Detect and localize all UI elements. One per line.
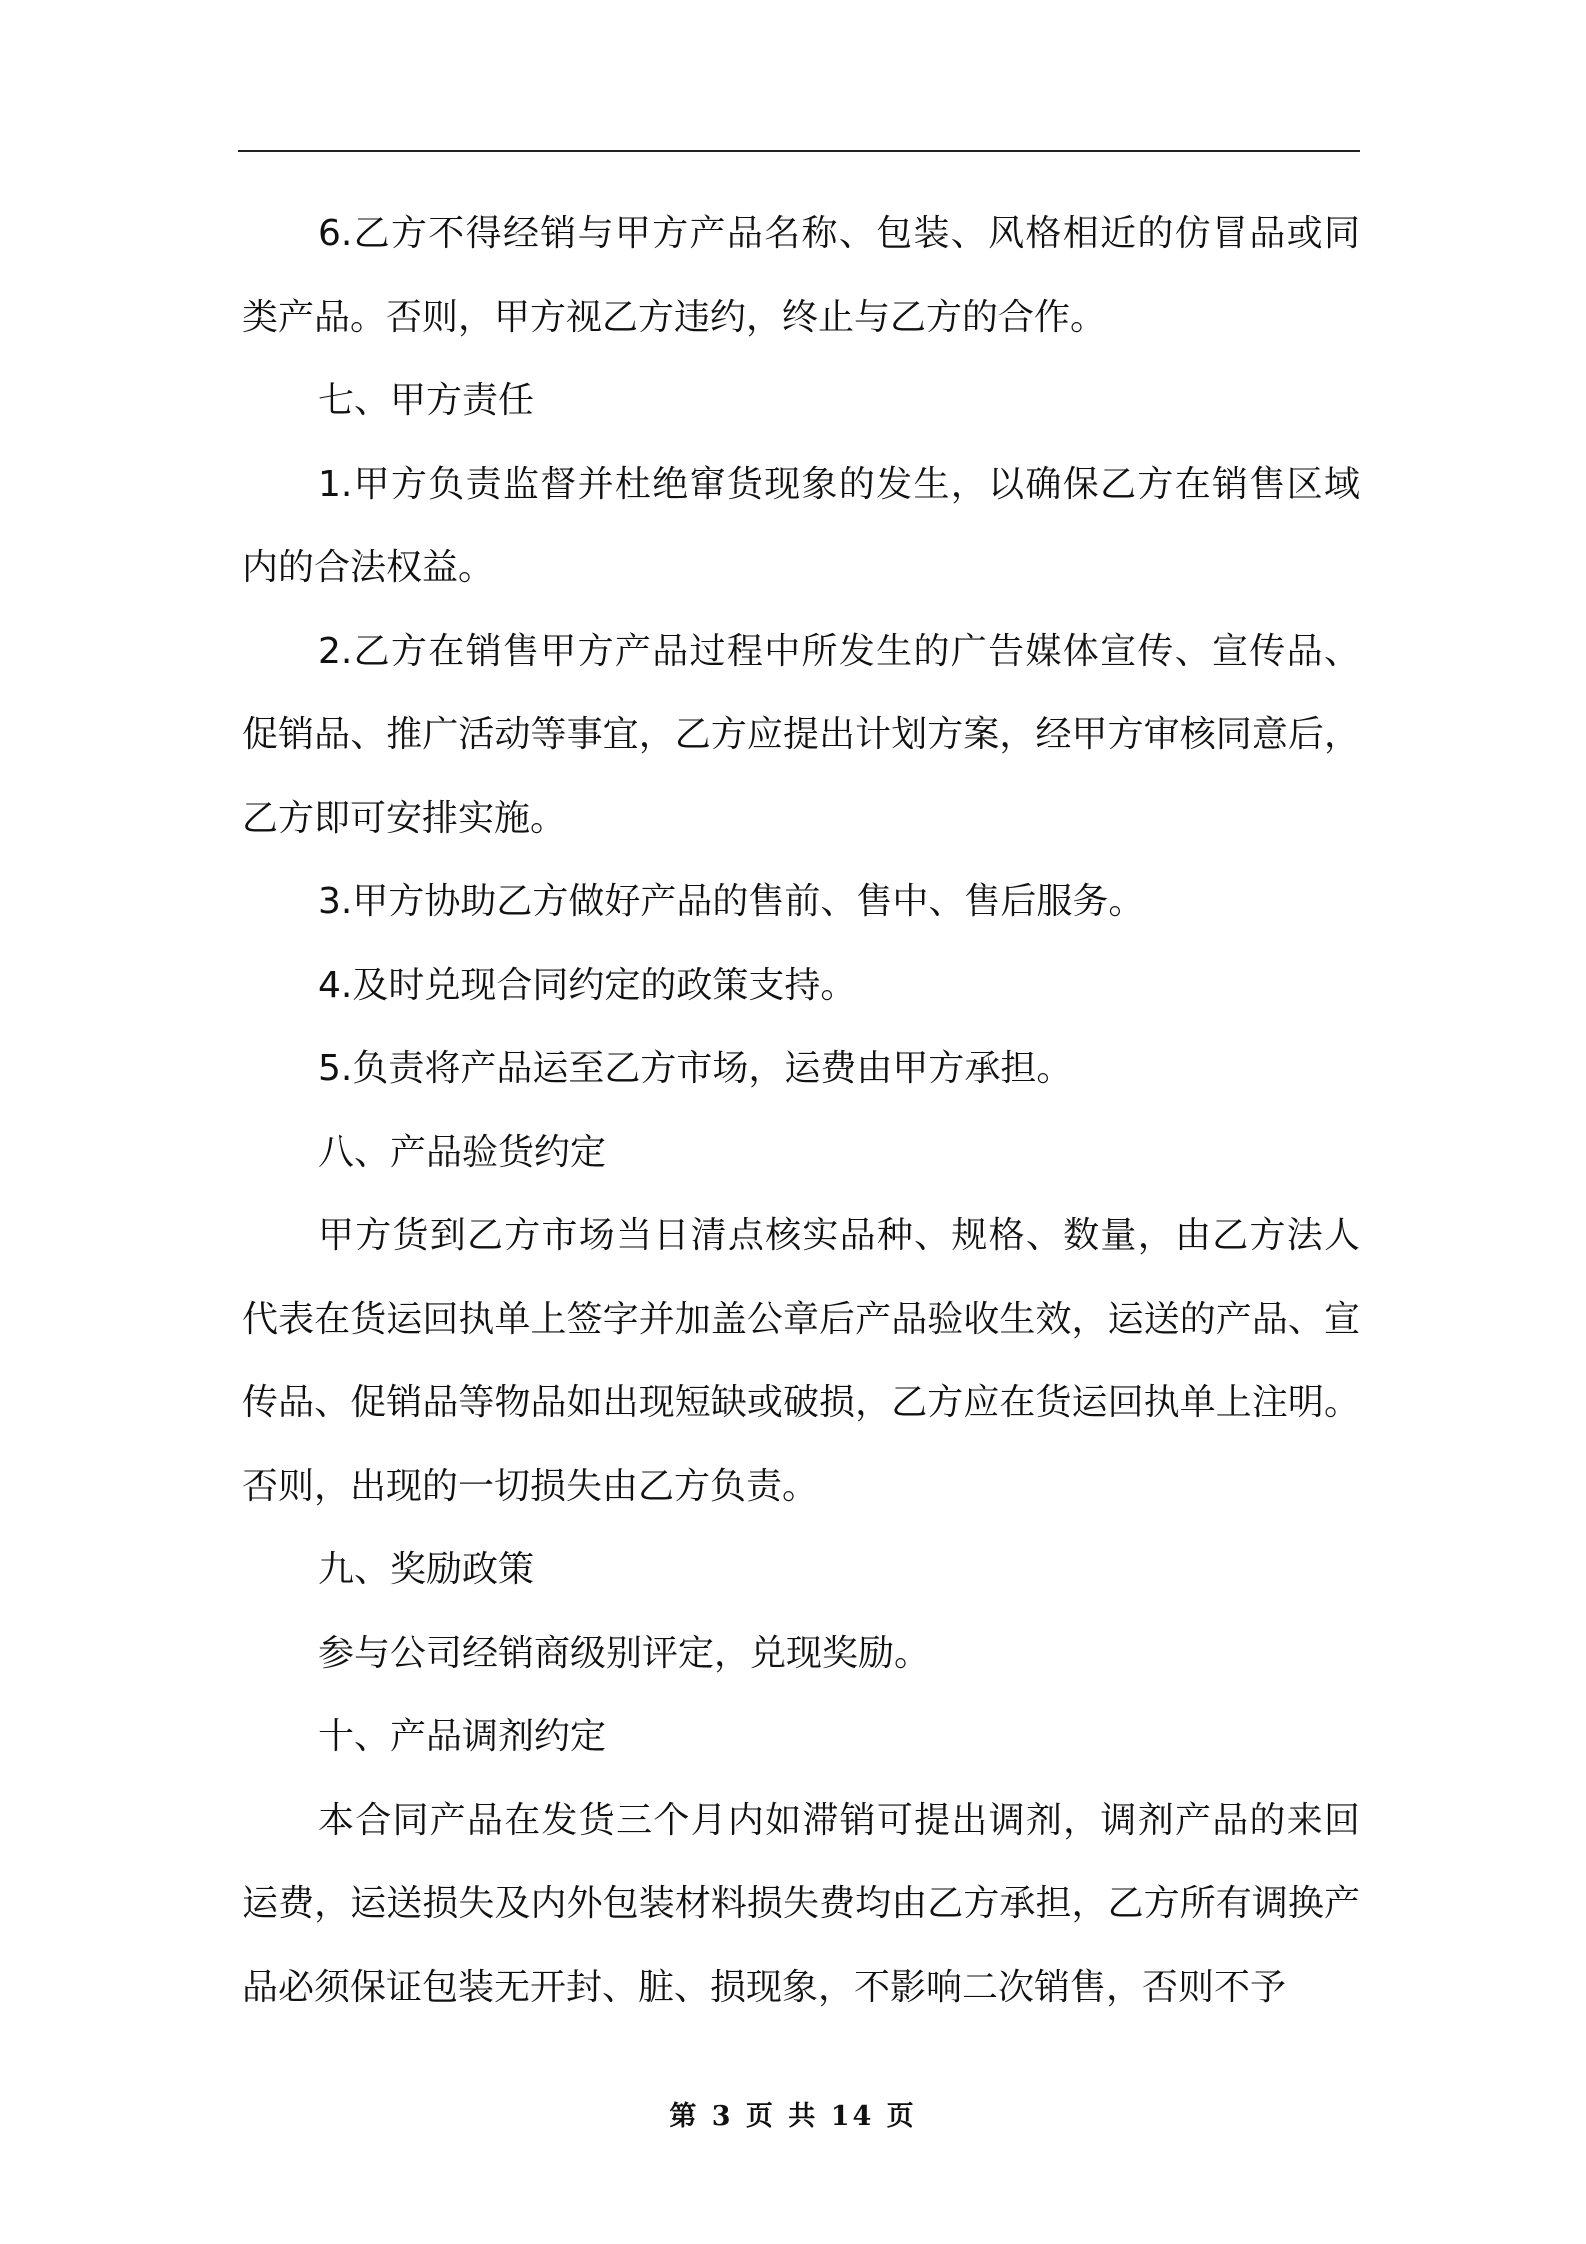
paragraph-party-a-3: 3.甲方协助乙方做好产品的售前、售中、售后服务。 — [318, 881, 1145, 922]
header-rule — [238, 150, 1360, 152]
section-heading-9: 九、奖励政策 — [318, 1549, 535, 1590]
section-heading-7: 七、甲方责任 — [318, 380, 535, 421]
document-body — [242, 192, 1360, 2029]
page-number-footer: 第 3 页 共 14 页 — [669, 2101, 917, 2132]
paragraph-inspection: 甲方货到乙方市场当日清点核实品种、规格、数量，由乙方法人代表在货运回执单上签字并加盖公章后产品验收生效，运送的产品、宣传品、促销品等物品如出现短缺或破损，乙方应在货运回执单上注明。否则，出现的一切损失由乙方负责。 — [242, 1215, 1360, 1507]
section-heading-8: 八、产品验货约定 — [318, 1131, 607, 1173]
paragraph-party-a-4: 4.及时兑现合同约定的政策支持。 — [318, 964, 857, 1006]
paragraph-clause-6: 6.乙方不得经销与甲方产品名称、包装、风格相近的仿冒品或同类产品。否则，甲方视乙方违约，终止与乙方的合作。 — [242, 213, 1360, 338]
paragraph-party-a-2: 2.乙方在销售甲方产品过程中所发生的广告媒体宣传、宣传品、促销品、推广活动等事宜，乙方应提出计划方案，经甲方审核同意后，乙方即可安排实施。 — [242, 630, 1360, 839]
paragraph-party-a-1: 1.甲方负责监督并杜绝窜货现象的发生，以确保乙方在销售区域内的合法权益。 — [242, 463, 1360, 588]
paragraph-adjustment: 本合同产品在发货三个月内如滞销可提出调剂，调剂产品的来回运费，运送损失及内外包装材料损失费均由乙方承担，乙方所有调换产品必须保证包装无开封、脏、损现象，不影响二次销售，否则不予 — [242, 1799, 1360, 2008]
paragraph-party-a-5: 5.负责将产品运至乙方市场，运费由甲方承担。 — [318, 1048, 1073, 1089]
section-heading-10: 十、产品调剂约定 — [318, 1716, 607, 1757]
paragraph-rewards: 参与公司经销商级别评定，兑现奖励。 — [318, 1632, 931, 1674]
